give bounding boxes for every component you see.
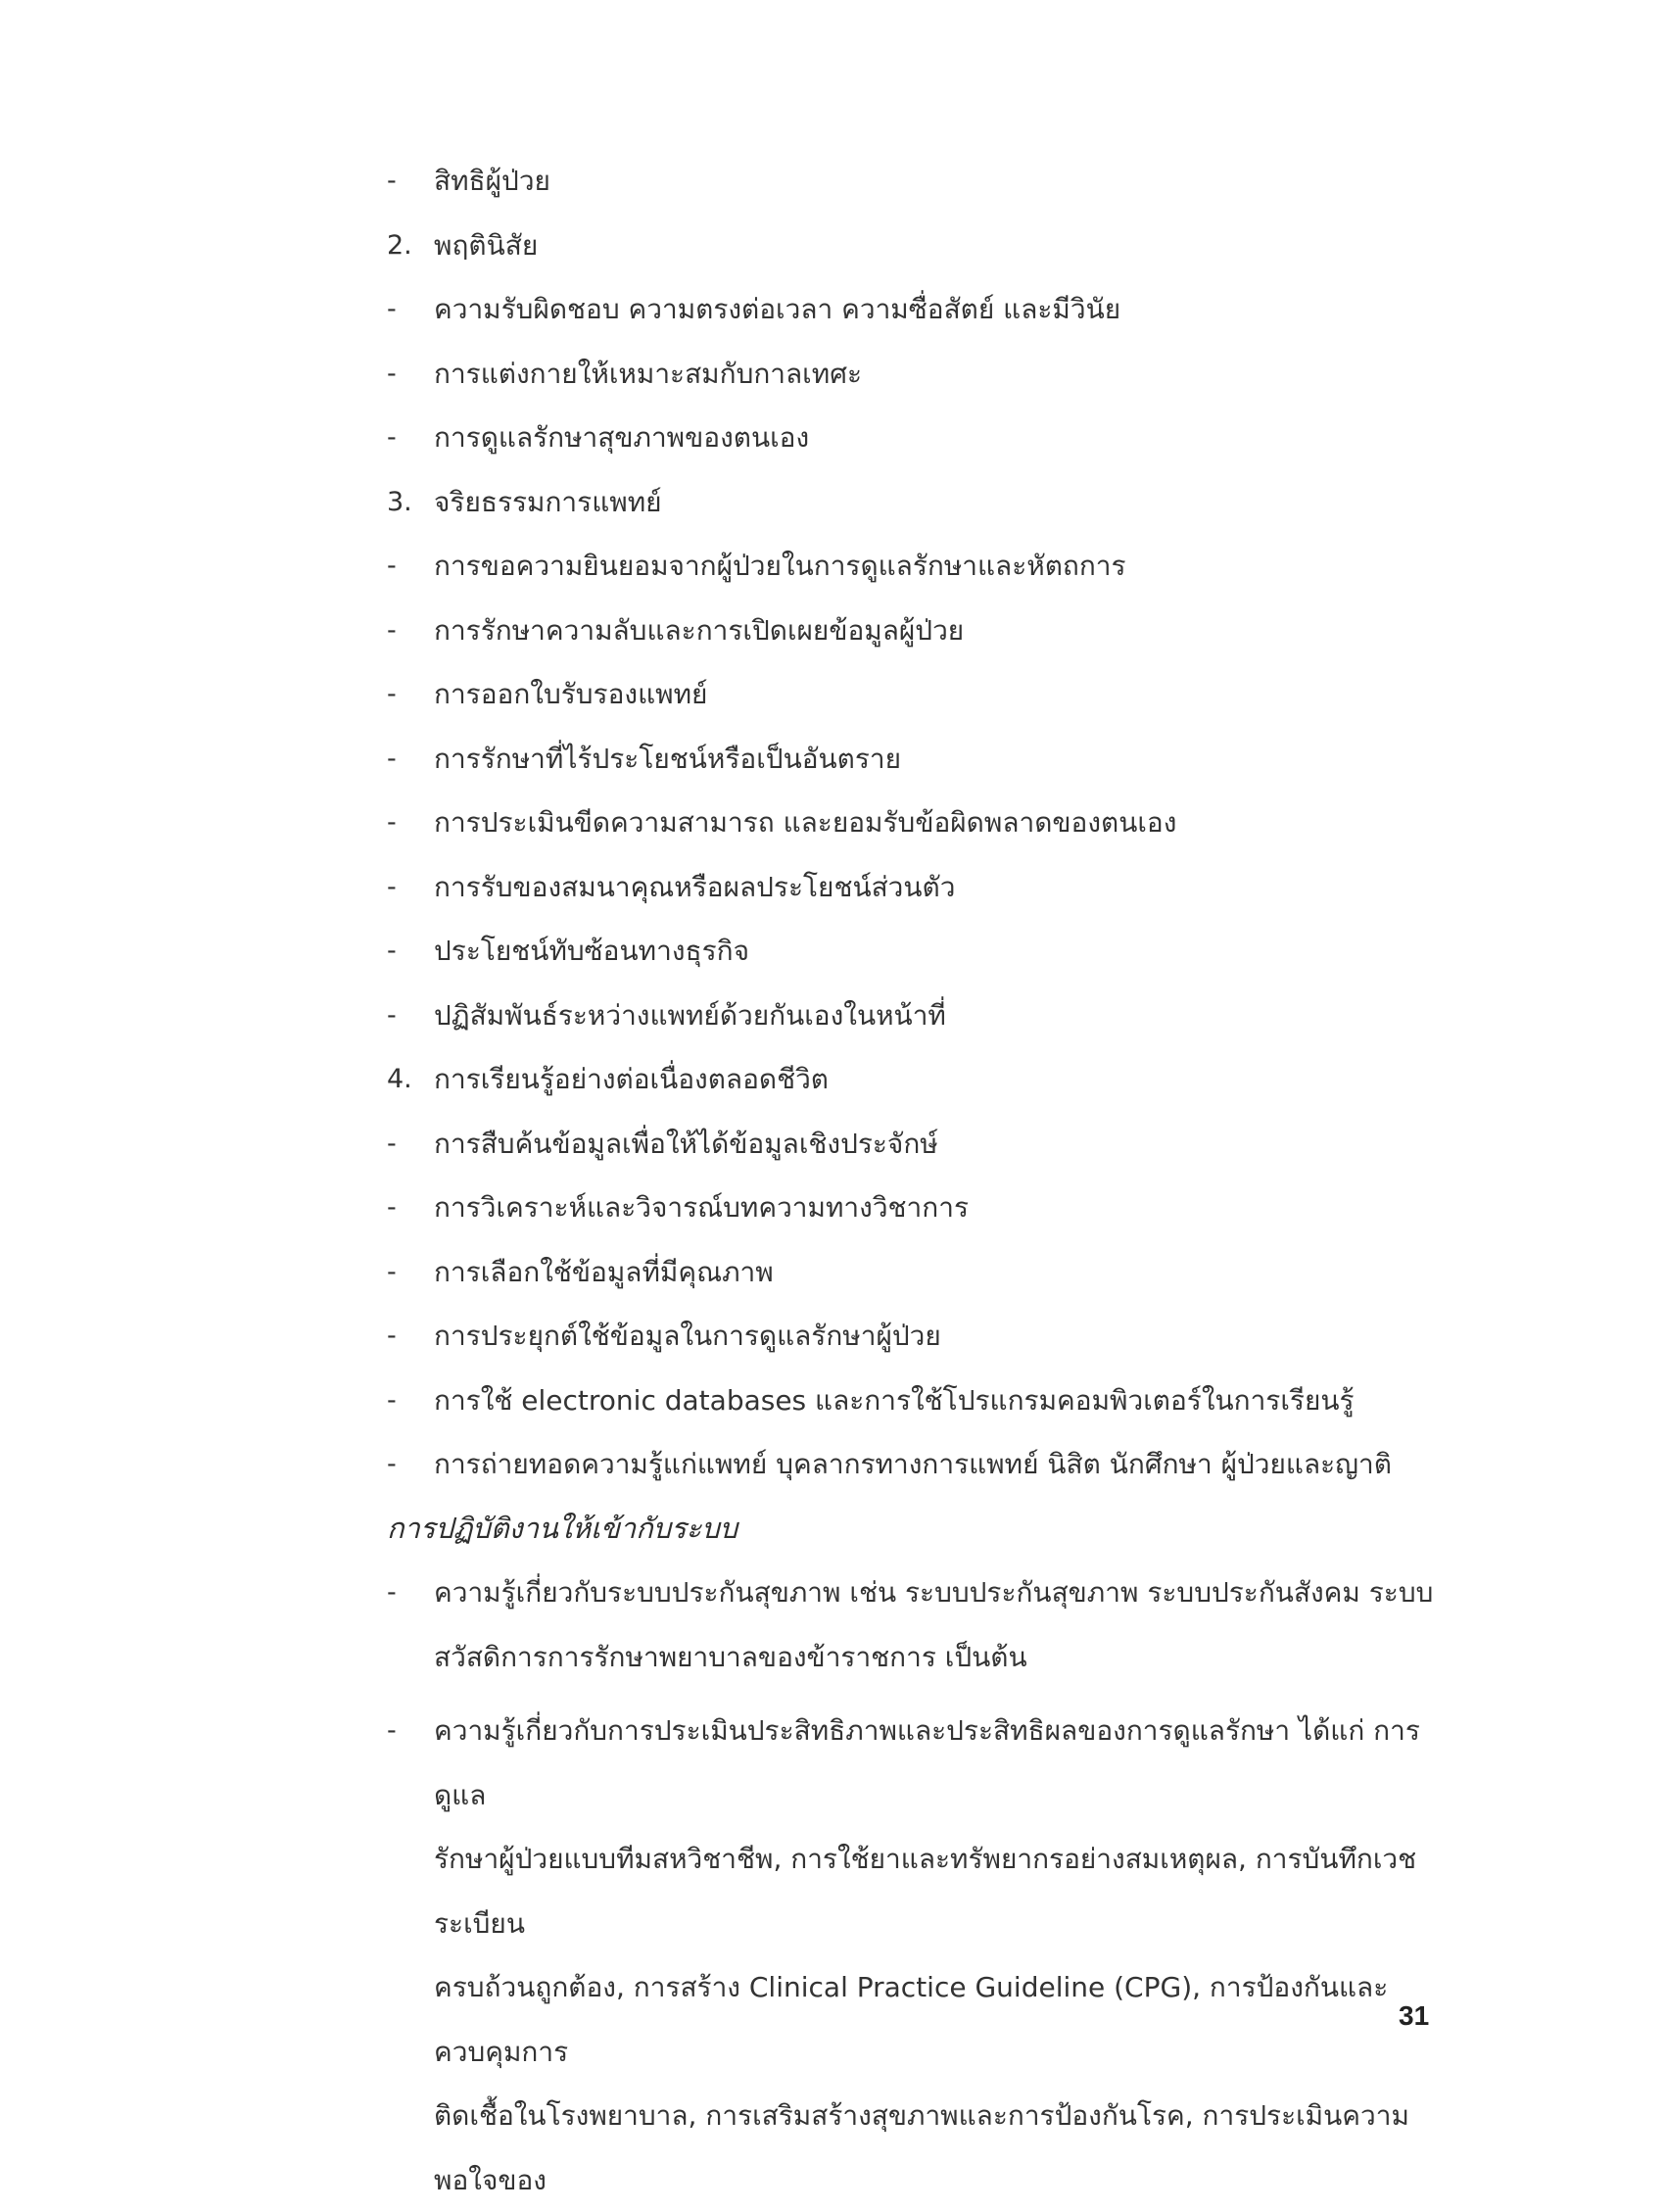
numbered-heading-text: การเรียนรู้อย่างต่อเนื่องตลอดชีวิต: [434, 1063, 829, 1095]
list-item: [387, 984, 1445, 1048]
numbered-heading-text: จริยธรรมการแพทย์: [434, 485, 662, 518]
numbered-heading: [387, 1047, 1445, 1112]
numbered-heading-text: พฤตินิสัย: [434, 228, 539, 262]
list-item-text: การดูแลรักษาสุขภาพของตนเอง: [434, 421, 810, 454]
text-line: สวัสดิการการรักษาพยาบาลของข้าราชการ เป็นต้น: [434, 1640, 1027, 1673]
list-number: 3.: [387, 486, 412, 517]
section-list-item-text: [434, 1561, 1445, 1689]
list-marker: -: [387, 1128, 397, 1159]
list-item: [387, 599, 1445, 663]
page-number: 31: [1399, 2000, 1430, 2031]
list-item: [387, 342, 1445, 407]
text-line: รักษาผู้ป่วยแบบทีมสหวิชาชีพ, การใช้ยาและทรัพยากรอย่างสมเหตุผล, การบันทึกเวชระเบียน: [434, 1843, 1417, 1940]
text-line: ติดเชื้อในโรงพยาบาล, การเสริมสร้างสุขภาพและการป้องกันโรค, การประเมินความพอใจของ: [434, 2099, 1409, 2196]
section-list-item: [387, 1561, 1445, 1689]
list-marker: -: [387, 936, 397, 966]
list-marker: -: [387, 1577, 397, 1608]
list-item: [387, 855, 1445, 920]
list-item-text: การขอความยินยอมจากผู้ป่วยในการดูแลรักษาและหัตถการ: [434, 550, 1126, 582]
list-item-text: การถ่ายทอดความรู้แก่แพทย์ บุคลากรทางการแพทย์ นิสิต นักศึกษา ผู้ป่วยและญาติ: [434, 1448, 1392, 1480]
text-line: ครบถ้วนถูกต้อง, การสร้าง Clinical Practice Guideline (CPG), การป้องกันและควบคุมการ: [434, 1971, 1389, 2068]
numbered-heading: [387, 470, 1445, 535]
list-marker: -: [387, 166, 397, 196]
section-list-item-text: [434, 1699, 1445, 2212]
list-item: [387, 1176, 1445, 1240]
text-line: ความรู้เกี่ยวกับการประเมินประสิทธิภาพและประสิทธิผลของการดูแลรักษา ได้แก่ การดูแล: [434, 1714, 1420, 1811]
list-item-text: ปฏิสัมพันธ์ระหว่างแพทย์ด้วยกันเองในหน้าที่: [434, 998, 946, 1032]
list-item: [387, 149, 1445, 214]
list-item: [387, 1304, 1445, 1369]
list-item: [387, 662, 1445, 727]
list-item-text: การประยุกต์ใช้ข้อมูลในการดูแลรักษาผู้ป่วย: [434, 1320, 941, 1352]
list-item-text: สิทธิผู้ป่วย: [434, 165, 550, 197]
list-marker: -: [387, 807, 397, 838]
list-item-text: ประโยชน์ทับซ้อนทางธุรกิจ: [434, 935, 749, 967]
list-item: [387, 791, 1445, 855]
list-item: [387, 406, 1445, 470]
section-list-item: [387, 1699, 1445, 2212]
document-body: [387, 149, 1445, 2212]
list-marker: -: [387, 743, 397, 774]
list-marker: -: [387, 551, 397, 581]
list-marker: -: [387, 294, 397, 324]
list-item: [387, 277, 1445, 342]
list-marker: -: [387, 1192, 397, 1223]
text-line: ความรู้เกี่ยวกับระบบประกันสุขภาพ เช่น ระบบประกันสุขภาพ ระบบประกันสังคม ระบบ: [434, 1576, 1434, 1609]
list-marker: -: [387, 1715, 397, 1746]
list-marker: -: [387, 1384, 397, 1416]
list-item-text: การแต่งกายให้เหมาะสมกับกาลเทศะ: [434, 357, 863, 390]
list-number: 4.: [387, 1064, 412, 1094]
list-item-text: การรักษาความลับและการเปิดเผยข้อมูลผู้ป่วย: [434, 613, 965, 647]
list-marker: -: [387, 358, 397, 389]
list-marker: -: [387, 999, 397, 1031]
list-item-text: การรักษาที่ไร้ประโยชน์หรือเป็นอันตราย: [434, 742, 902, 775]
list-item: [387, 1112, 1445, 1177]
list-marker: -: [387, 1321, 397, 1351]
list-marker: -: [387, 1256, 397, 1287]
list-item: [387, 1240, 1445, 1305]
list-marker: -: [387, 614, 397, 646]
list-item-text: การเลือกใช้ข้อมูลที่มีคุณภาพ: [434, 1255, 774, 1288]
list-item: [387, 1432, 1445, 1497]
list-marker: -: [387, 679, 397, 709]
list-item: [387, 919, 1445, 984]
list-number: 2.: [387, 229, 412, 261]
list-item: [387, 727, 1445, 792]
list-item-text: การใช้ electronic databases และการใช้โปรแกรมคอมพิวเตอร์ในการเรียนรู้: [434, 1383, 1355, 1417]
numbered-heading: [387, 214, 1445, 278]
list-marker: -: [387, 1449, 397, 1479]
list-item-text: การวิเคราะห์และวิจารณ์บทความทางวิชาการ: [434, 1191, 969, 1224]
list-item: [387, 534, 1445, 599]
list-item-text: ความรับผิดชอบ ความตรงต่อเวลา ความซื่อสัตย์ และมีวินัย: [434, 293, 1121, 325]
list-item-text: การออกใบรับรองแพทย์: [434, 678, 708, 710]
list-item-text: การสืบค้นข้อมูลเพื่อให้ได้ข้อมูลเชิงประจักษ์: [434, 1127, 938, 1160]
list-item-text: การรับของสมนาคุณหรือผลประโยชน์ส่วนตัว: [434, 870, 956, 903]
section-heading: การปฏิบัติงานให้เข้ากับระบบ: [387, 1511, 738, 1545]
list-marker: -: [387, 871, 397, 902]
paragraph-gap: [387, 1689, 1445, 1699]
list-item-text: การประเมินขีดความสามารถ และยอมรับข้อผิดพลาดของตนเอง: [434, 806, 1177, 839]
list-item: [387, 1369, 1445, 1433]
list-marker: -: [387, 422, 397, 453]
